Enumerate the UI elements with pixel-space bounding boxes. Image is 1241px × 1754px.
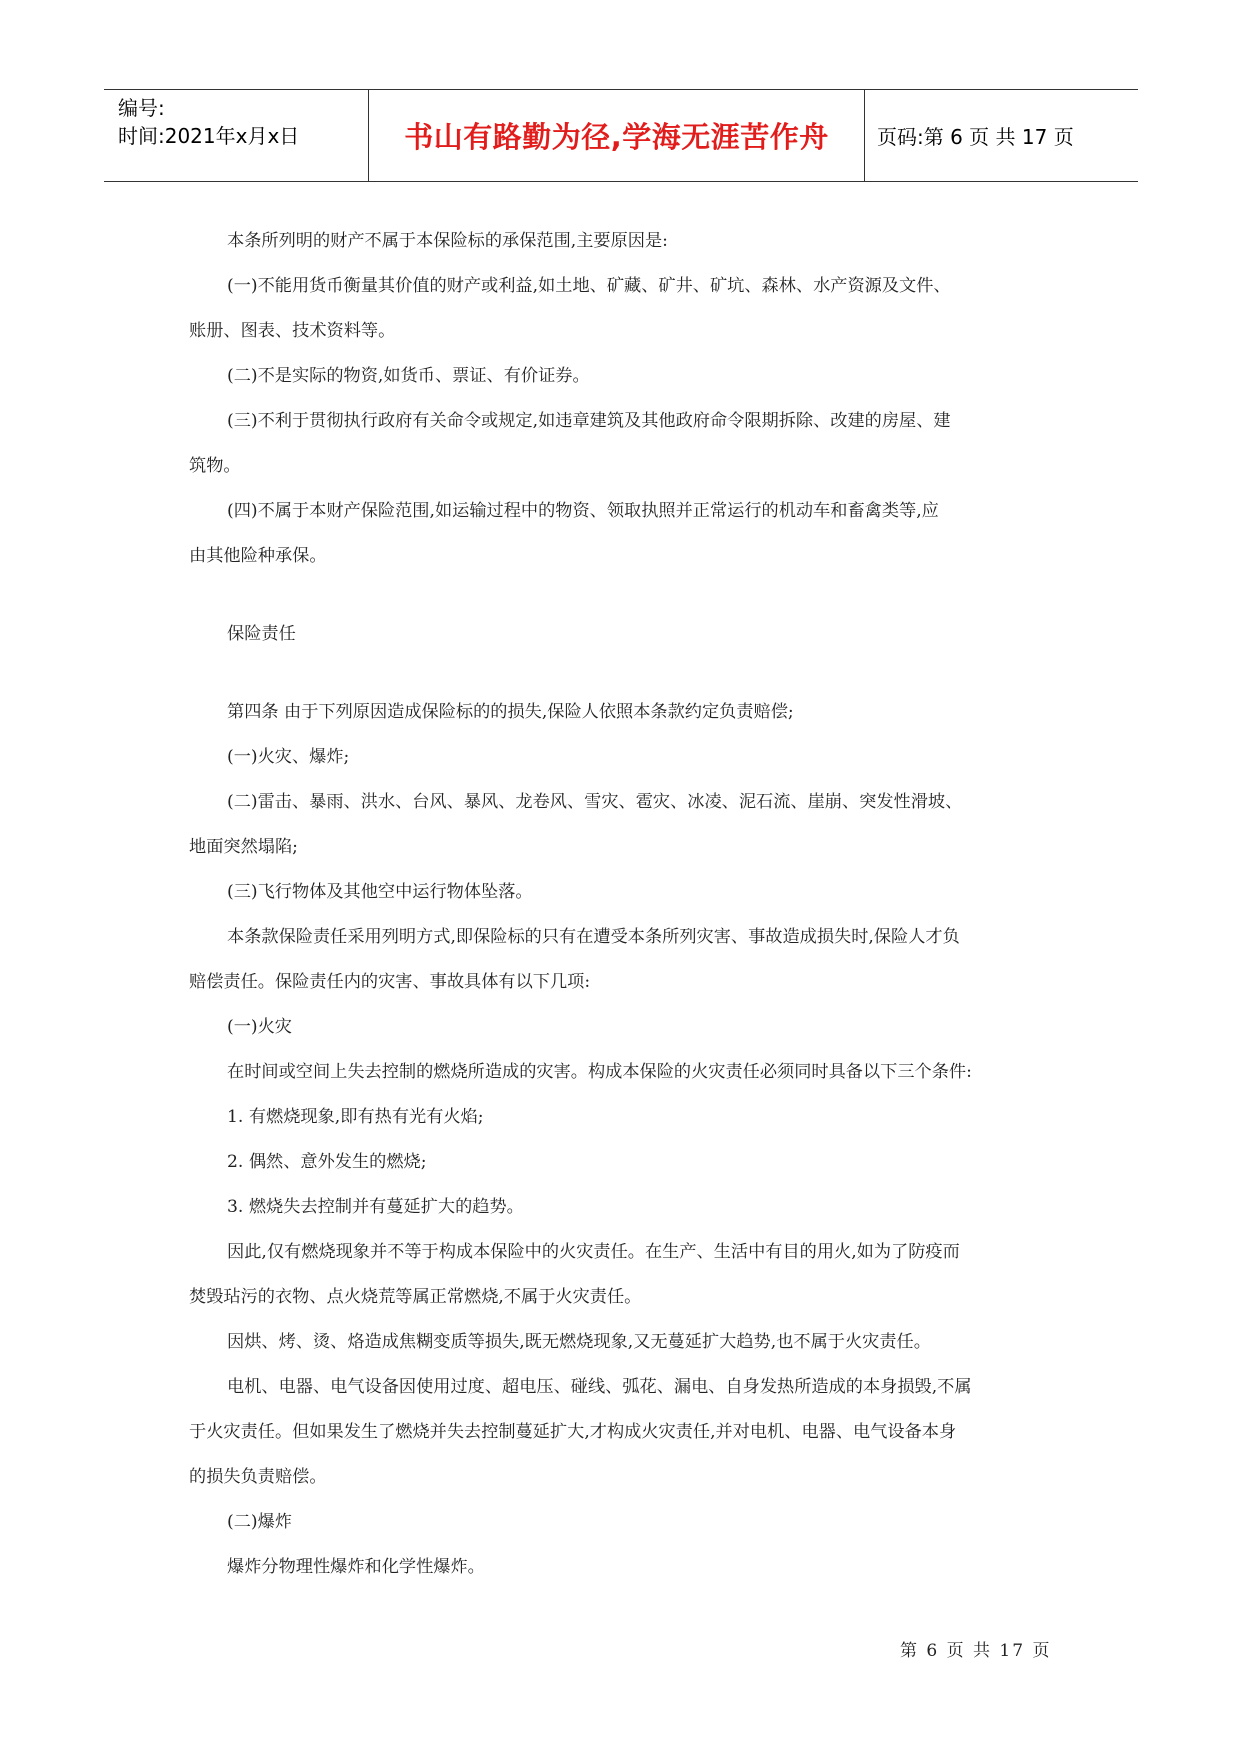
header-page-number: 页码:第 6 页 共 17 页 [877,125,1074,149]
document-body [189,219,1061,1590]
paragraph-continuation: 账册、图表、技术资料等。 [189,321,396,341]
section-spacer [189,579,1061,612]
paragraph: (二)爆炸 [227,1512,292,1532]
list-item: 2. 偶然、意外发生的燃烧; [227,1152,427,1172]
document-time-label: 时间:2021年x月x日 [118,124,300,148]
page-footer: 第 6 页 共 17 页 [900,1641,1052,1661]
header-info-cell [104,90,369,181]
paragraph: (三)不利于贯彻执行政府有关命令或规定,如违章建筑及其他政府命令限期拆除、改建的房屋、建 [227,411,951,431]
list-item: 3. 燃烧失去控制并有蔓延扩大的趋势。 [227,1197,524,1217]
paragraph: (二)雷击、暴雨、洪水、台风、暴风、龙卷风、雪灾、雹灾、冰凌、泥石流、崖崩、突发性滑坡、 [227,792,963,812]
paragraph: 电机、电器、电气设备因使用过度、超电压、碰线、弧花、漏电、自身发热所造成的本身损毁,不属 [227,1377,972,1397]
paragraph: 在时间或空间上失去控制的燃烧所造成的灾害。构成本保险的火灾责任必须同时具备以下三个条件: [227,1062,972,1082]
paragraph-continuation: 筑物。 [189,456,241,476]
header-motto: 书山有路勤为径,学海无涯苦作舟 [369,90,865,181]
paragraph-continuation: 地面突然塌陷; [189,837,298,857]
paragraph-continuation: 于火灾责任。但如果发生了燃烧并失去控制蔓延扩大,才构成火灾责任,并对电机、电器、电气设备本身 [189,1422,957,1442]
paragraph-continuation: 由其他险种承保。 [189,546,327,566]
paragraph: (一)火灾、爆炸; [227,747,350,767]
paragraph: 爆炸分物理性爆炸和化学性爆炸。 [227,1557,485,1577]
paragraph: 本条款保险责任采用列明方式,即保险标的只有在遭受本条所列灾害、事故造成损失时,保险人才负 [227,927,960,947]
paragraph-continuation: 焚毁玷污的衣物、点火烧荒等属正常燃烧,不属于火灾责任。 [189,1287,642,1307]
section-spacer [189,657,1061,690]
article-heading: 第四条 由于下列原因造成保险标的的损失,保险人依照本条款约定负责赔偿; [227,702,794,722]
paragraph: 因烘、烤、烫、烙造成焦糊变质等损失,既无燃烧现象,又无蔓延扩大趋势,也不属于火灾责任。 [227,1332,931,1352]
paragraph-continuation: 赔偿责任。保险责任内的灾害、事故具体有以下几项: [189,972,591,992]
paragraph: (一)火灾 [227,1017,292,1037]
paragraph: 因此,仅有燃烧现象并不等于构成本保险中的火灾责任。在生产、生活中有目的用火,如为了防疫而 [227,1242,960,1262]
paragraph-continuation: 的损失负责赔偿。 [189,1467,327,1487]
paragraph: (四)不属于本财产保险范围,如运输过程中的物资、领取执照并正常运行的机动车和畜禽类等,应 [227,501,939,521]
paragraph: (一)不能用货币衡量其价值的财产或利益,如土地、矿藏、矿井、矿坑、森林、水产资源及文件、 [227,276,951,296]
document-number-label: 编号: [118,96,165,120]
page-header [104,89,1138,182]
paragraph: (二)不是实际的物资,如货币、票证、有价证券。 [227,366,590,386]
list-item: 1. 有燃烧现象,即有热有光有火焰; [227,1107,484,1127]
paragraph: 本条所列明的财产不属于本保险标的承保范围,主要原因是: [227,231,668,251]
paragraph: (三)飞行物体及其他空中运行物体坠落。 [227,882,533,902]
section-heading: 保险责任 [227,624,296,644]
